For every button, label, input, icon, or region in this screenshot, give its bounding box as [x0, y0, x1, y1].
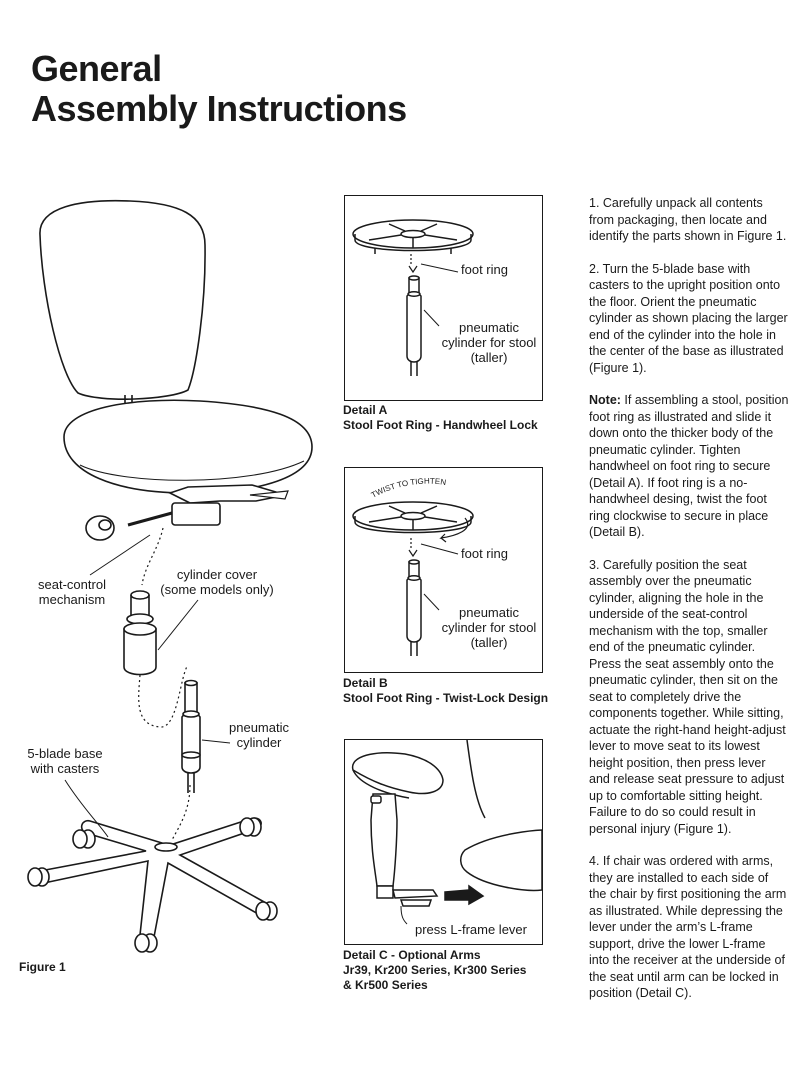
pneumatic-cylinder: [182, 683, 200, 773]
label-pneumatic-cylinder: pneumatic cylinder: [229, 720, 289, 750]
page-title: [31, 49, 407, 129]
detail-b-title: Detail B: [343, 676, 388, 690]
figure-1: [20, 195, 340, 975]
instruction-note: [589, 392, 789, 541]
stool-cylinder: [407, 278, 421, 362]
note-text: If assembling a stool, position foot ring as illustrated and slide it down onto the thicker body of the pneumatic cylinder. Tighten handwheel on foot ring to secure (Detail A). If foot ring is a no-handwheel desing, twist the foot ring clockwise to secure in place (Detail B).: [589, 393, 789, 539]
l-frame: [377, 886, 393, 898]
detail-a-box: [344, 195, 543, 401]
note-label: Note:: [589, 393, 621, 407]
instruction-step-4: 4. If chair was ordered with arms, they are installed to each side of the chair by first positioning the arm as illustrated. While depressing the lever under the arm’s L-frame support, drive the lower L-frame into the receiver at the underside of the seat until arm can be locked in position (Detail C).: [589, 854, 787, 1000]
chair-backrest: [40, 201, 205, 399]
title-line-2: Assembly Instructions: [31, 88, 407, 129]
armrest-pad: [353, 753, 443, 794]
five-blade-base: [34, 818, 271, 944]
detail-a-caption: [343, 403, 538, 433]
detail-b-label-foot-ring: foot ring: [461, 546, 508, 561]
detail-a-illustration: [345, 196, 542, 400]
label-base: 5-blade base with casters: [27, 746, 103, 776]
detail-c-title: Detail C - Optional Arms: [343, 948, 481, 962]
l-frame-lever: [401, 900, 431, 906]
figure-1-caption: Figure 1: [19, 960, 66, 974]
detail-b-caption: [343, 676, 548, 706]
detail-c-series-line-2: & Kr500 Series: [343, 978, 428, 992]
instructions-column: [589, 195, 789, 1018]
detail-a-label-foot-ring: foot ring: [461, 262, 508, 277]
arm-post: [371, 794, 397, 886]
chair-seat-partial: [461, 830, 542, 890]
insertion-arrow: [445, 886, 483, 904]
instruction-step-1: 1. Carefully unpack all contents from packaging, then locate and identify the parts shown in Figure 1.: [589, 196, 787, 243]
label-seat-control: seat-control mechanism: [38, 577, 106, 607]
detail-b-label-cylinder: pneumatic cylinder for stool (taller): [441, 605, 537, 650]
detail-a-title: Detail A: [343, 403, 388, 417]
instruction-step-3: 3. Carefully position the seat assembly over the pneumatic cylinder, aligning the hole in the underside of the seat-control mechanism with the top, smaller end of the pneumatic cylinder. Press the seat assembly onto the pneumatic cylinder, then sit on the seat to completely drive the components together. While sitting, actuate the right-hand height-adjust lever to move seat to its lowest height position, then press lever and release seat pressure to adjust up to comfortable sitting height. Failure to do so could result in personal injury (Figure 1).: [589, 557, 786, 836]
detail-c-box: [344, 739, 543, 945]
detail-b-box: [344, 467, 543, 673]
cylinder-cover: [124, 629, 156, 675]
detail-c-illustration: [345, 740, 542, 944]
stool-cylinder: [407, 562, 421, 642]
detail-b-subtitle: Stool Foot Ring - Twist-Lock Design: [343, 691, 549, 705]
detail-c-label-lever: press L-frame lever: [415, 922, 527, 937]
instruction-step-2: 2. Turn the 5-blade base with casters to the upright position onto the floor. Orient the pneumatic cylinder as shown placing the larger end of the cylinder into the hole in the center of the base as illustrated (Figure 1).: [589, 261, 788, 375]
detail-c-series-line: Jr39, Kr200 Series, Kr300 Series: [343, 963, 527, 977]
chair-seat: [64, 400, 312, 493]
label-cylinder-cover: cylinder cover (some models only): [160, 567, 274, 597]
detail-c-caption: [343, 948, 526, 993]
detail-a-subtitle: Stool Foot Ring - Handwheel Lock: [343, 418, 538, 432]
title-line-1: General: [31, 48, 162, 89]
twist-to-tighten-label: TWIST TO TIGHTEN: [369, 476, 447, 500]
detail-a-label-cylinder: pneumatic cylinder for stool (taller): [441, 320, 537, 365]
